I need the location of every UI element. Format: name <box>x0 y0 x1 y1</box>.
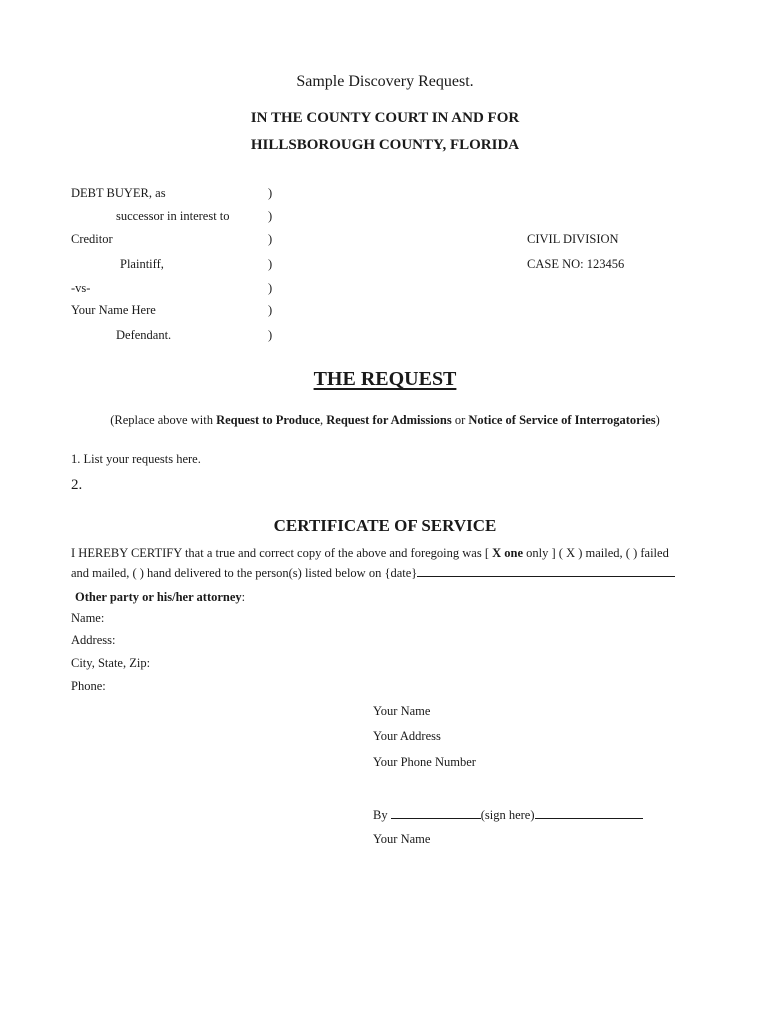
caption-paren: ) <box>268 186 273 200</box>
caption-paren: ) <box>268 209 273 223</box>
date-blank-line <box>417 564 675 577</box>
signer-address: Your Address <box>373 729 441 743</box>
field-city-state-zip: City, State, Zip: <box>71 656 151 670</box>
certificate-choice-bold: X one <box>492 546 524 560</box>
certificate-line-2: and mailed, ( ) hand delivered to the person(s) listed below on {date} <box>71 564 675 581</box>
court-name-line1: IN THE COUNTY COURT IN AND FOR <box>250 110 520 126</box>
caption-paren: ) <box>268 303 273 317</box>
caption-plaintiff-line2: successor in interest to <box>116 209 230 223</box>
request-type-interrogatories: Notice of Service of Interrogatories <box>468 413 656 427</box>
court-name-line2: HILLSBOROUGH COUNTY, FLORIDA <box>250 137 520 153</box>
other-party-heading: Other party or his/her attorney: <box>75 590 246 604</box>
caption-paren: ) <box>268 281 273 295</box>
caption-defendant-role: Defendant. <box>116 328 172 342</box>
signer-name: Your Name <box>373 704 431 718</box>
caption-plaintiff-line3: Creditor <box>71 232 113 246</box>
caption-plaintiff-line1: DEBT BUYER, as <box>71 186 166 200</box>
request-type-produce: Request to Produce <box>216 413 320 427</box>
signature-blank-left <box>391 806 481 819</box>
caption-paren: ) <box>268 232 273 246</box>
request-item-2: 2. <box>71 477 83 493</box>
caption-paren: ) <box>268 328 273 342</box>
field-phone: Phone: <box>71 679 106 693</box>
caption-plaintiff-role: Plaintiff, <box>120 257 164 271</box>
case-number: CASE NO: 123456 <box>527 257 625 271</box>
caption-paren: ) <box>268 257 273 271</box>
field-name: Name: <box>71 611 105 625</box>
sign-here-label: (sign here) <box>480 808 535 822</box>
replace-instructions: (Replace above with Request to Produce, Request for Admissions or Notice of Service of Interrogatories) <box>110 413 660 427</box>
certificate-line-1: I HEREBY CERTIFY that a true and correct copy of the above and foregoing was [ X one only ] ( X ) mailed, ( ) failed <box>71 546 669 560</box>
document-title: Sample Discovery Request. <box>296 73 474 90</box>
field-address: Address: <box>71 633 116 647</box>
civil-division-label: CIVIL DIVISION <box>527 232 619 246</box>
request-item-1: 1. List your requests here. <box>71 452 201 466</box>
signature-blank-right <box>535 806 643 819</box>
certificate-title: CERTIFICATE OF SERVICE <box>273 516 497 535</box>
caption-versus: -vs- <box>71 281 91 295</box>
signer-phone: Your Phone Number <box>373 755 476 769</box>
request-title: THE REQUEST <box>313 368 457 390</box>
signature-line: By (sign here) <box>373 806 643 823</box>
caption-defendant-name: Your Name Here <box>71 303 156 317</box>
signer-name-below: Your Name <box>373 832 431 846</box>
request-type-admissions: Request for Admissions <box>326 413 452 427</box>
